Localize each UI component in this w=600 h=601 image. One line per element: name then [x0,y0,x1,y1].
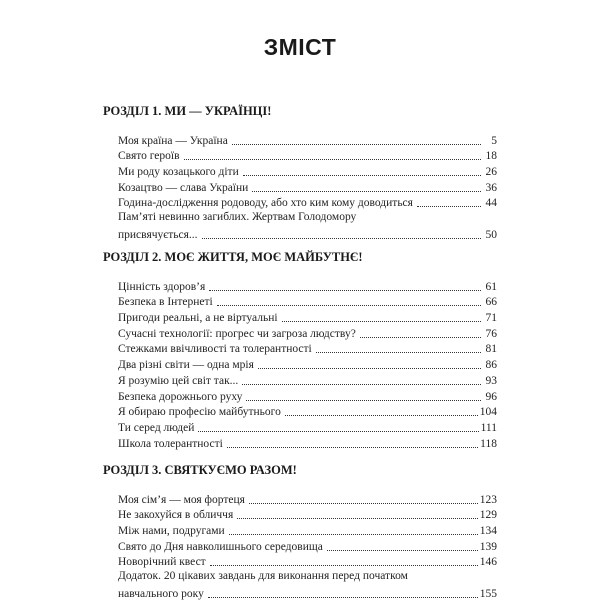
entry-page-number: 93 [485,374,497,387]
entry-title: Козацтво — слава України [118,181,249,194]
dot-leader [417,206,481,207]
section-heading: РОЗДІЛ 1. МИ — УКРАЇНЦІ! [103,104,272,118]
entry-title: Стежками ввічливості та толерантності [118,343,312,356]
dot-leader [282,321,481,322]
toc-entry [118,356,497,372]
toc-entry [118,522,497,538]
dot-leader [198,431,478,432]
entry-page-number: 36 [485,181,497,194]
toc-entry [118,132,497,148]
dot-leader [184,159,481,160]
entry-title: Сучасні технології: прогрес чи загроза людству? [118,327,356,340]
entry-title: Новорічний квест [118,556,206,569]
entry-title: Година-дослідження родоводу, або хто ким кому доводиться [118,197,413,210]
entry-title: Свято до Дня навколишнього середовища [118,540,323,553]
entry-title: Між нами, подругами [118,525,225,538]
dot-leader [202,238,482,239]
entry-page-number: 71 [485,312,497,325]
entry-title: Додаток. 20 цікавих завдань для виконання перед початком [118,570,408,583]
entry-page-number: 118 [480,437,497,450]
entry-page-number: 134 [479,525,497,538]
entry-title: Не закохуйся в обличчя [118,509,234,522]
entry-title: Пригоди реальні, а не віртуальні [118,312,278,325]
toc-entry [118,341,497,357]
toc-entry [118,278,497,294]
entry-list [103,278,497,451]
dot-leader [316,352,481,353]
entry-page-number: 123 [479,493,497,506]
entry-list [103,491,497,601]
entry-title: Цінність здоров’я [118,280,206,293]
entry-page-number: 76 [485,327,497,340]
entry-page-number: 86 [485,359,497,372]
entry-page-number: 50 [485,229,497,242]
entry-title: Безпека дорожнього руху [118,390,243,403]
entry-title: Пам’яті невинно загиблих. Жертвам Голодомору [118,211,357,224]
toc-entry [118,372,497,388]
dot-leader [243,175,481,176]
toc-entry [118,554,497,570]
dot-leader [229,534,478,535]
toc-entry [118,294,497,310]
dot-leader [360,337,481,338]
entry-page-number: 139 [479,540,497,553]
toc-entry [118,210,497,242]
entry-page-number: 129 [479,509,497,522]
entry-page-number: 111 [480,421,497,434]
toc-entry [118,507,497,523]
entry-page-number: 146 [479,556,497,569]
entry-title: Два різні світи — одна мрія [118,359,254,372]
dot-leader [217,305,481,306]
entry-page-number: 61 [485,280,497,293]
entry-title-continued: присвячується... [118,229,198,242]
entry-page-number: 44 [485,197,497,210]
entry-title: Свято героїв [118,150,180,163]
dot-leader [232,144,481,145]
toc-entry [118,491,497,507]
toc-entry [118,419,497,435]
toc-entry [118,388,497,404]
entry-page-number: 155 [479,588,497,601]
toc-entry [118,309,497,325]
dot-leader [227,447,478,448]
entry-title: Ти серед людей [118,421,195,434]
entry-title: Я розумію цей світ так... [118,374,239,387]
dot-leader [208,597,478,598]
entry-title: Моя сім’я — моя фортеця [118,493,245,506]
entry-title: Школа толерантності [118,437,223,450]
section-2 [103,250,497,451]
entry-page-number: 26 [485,166,497,179]
entry-title: Безпека в Інтернеті [118,296,213,309]
entry-page-number: 104 [479,406,497,419]
toc-entry [118,325,497,341]
dot-leader [258,368,481,369]
dot-leader [252,191,481,192]
toc-entry [118,404,497,420]
toc-entry [118,538,497,554]
entry-title: Я обираю професію майбутнього [118,406,281,419]
dot-leader [285,415,478,416]
entry-page-number: 81 [485,343,497,356]
dot-leader [237,518,477,519]
toc-entry [118,163,497,179]
toc-entry [118,435,497,451]
toc-entry [118,148,497,164]
entry-title: Моя країна — Україна [118,134,228,147]
page-title: ЗМІСТ [263,34,337,60]
dot-leader [249,503,478,504]
toc-entry [118,195,497,211]
section-heading: РОЗДІЛ 3. СВЯТКУЄМО РАЗОМ! [103,463,297,477]
toc-entry [118,569,497,601]
entry-page-number: 5 [491,134,497,147]
entry-page-number: 66 [485,296,497,309]
toc-entry [118,179,497,195]
section-heading: РОЗДІЛ 2. МОЄ ЖИТТЯ, МОЄ МАЙБУТНЄ! [103,250,363,264]
dot-leader [327,550,478,551]
section-1 [103,104,497,242]
entry-title-continued: навчального року [118,588,204,601]
section-3 [103,463,497,601]
dot-leader [210,565,478,566]
dot-leader [242,384,481,385]
entry-page-number: 96 [485,390,497,403]
entry-title: Ми роду козацького діти [118,166,239,179]
entry-page-number: 18 [485,150,497,163]
dot-leader [209,290,481,291]
entry-list [103,132,497,242]
dot-leader [246,400,481,401]
